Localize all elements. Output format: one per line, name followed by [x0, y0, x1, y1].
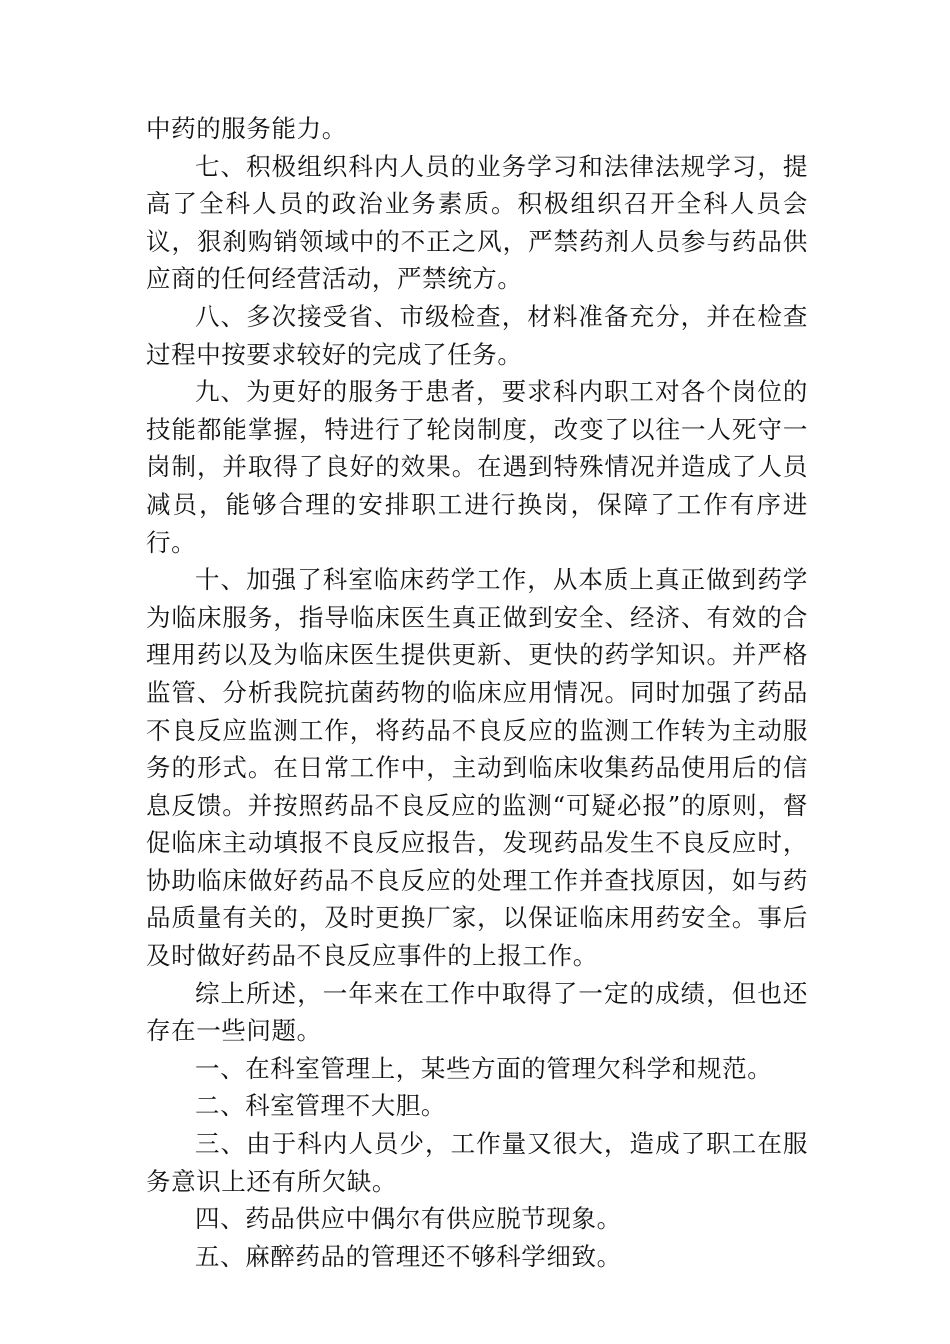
problem-item-3: 三、由于科内人员少，工作量又很大，造成了职工在服务意识上还有所欠缺。: [146, 1129, 808, 1196]
problem-item-5: 五、麻醉药品的管理还不够科学细致。: [195, 1241, 622, 1271]
paragraph-item-10: 十、加强了科室临床药学工作，从本质上真正做到药学为临床服务，指导临床医生真正做到安全、经济、有效的合理用药以及为临床医生提供更新、更快的药学知识。并严格监管、分析我院抗菌药物的临床应用情况。同时加强了药品不良反应监测工作，将药品不良反应的监测工作转为主动服务的形式。在日常工作中，主动到临床收集药品使用后的信息反馈。并按照药品不良反应的监测“可疑必报”的原则，督促临床主动填报不良反应报告，发现药品发生不良反应时，协助临床做好药品不良反应的处理工作并查找原因，如与药品质量有关的，及时更换厂家，以保证临床用药安全。事后及时做好药品不良反应事件的上报工作。: [146, 565, 808, 971]
problem-item-4: 四、药品供应中偶尔有供应脱节现象。: [195, 1204, 622, 1234]
paragraph-item-9: 九、为更好的服务于患者，要求科内职工对各个岗位的技能都能掌握，特进行了轮岗制度，改变了以往一人死守一岗制，并取得了良好的效果。在遇到特殊情况并造成了人员减员，能够合理的安排职工进行换岗，保障了工作有序进行。: [146, 377, 808, 557]
paragraph-summary: 综上所述，一年来在工作中取得了一定的成绩，但也还存在一些问题。: [146, 978, 808, 1046]
paragraph-item-8: 八、多次接受省、市级检查，材料准备充分，并在检查过程中按要求较好的完成了任务。: [146, 301, 808, 369]
paragraph-continuation: 中药的服务能力。: [146, 114, 347, 143]
problem-item-2: 二、科室管理不大胆。: [195, 1091, 446, 1121]
problem-item-1: 一、在科室管理上，某些方面的管理欠科学和规范。: [195, 1053, 773, 1083]
paragraph-item-7: 七、积极组织科内人员的业务学习和法律法规学习，提高了全科人员的政治业务素质。积极组织召开全科人员会议，狠刹购销领域中的不正之风，严禁药剂人员参与药品供应商的任何经营活动，严禁统方。: [146, 151, 808, 294]
document-body: [146, 110, 808, 1275]
